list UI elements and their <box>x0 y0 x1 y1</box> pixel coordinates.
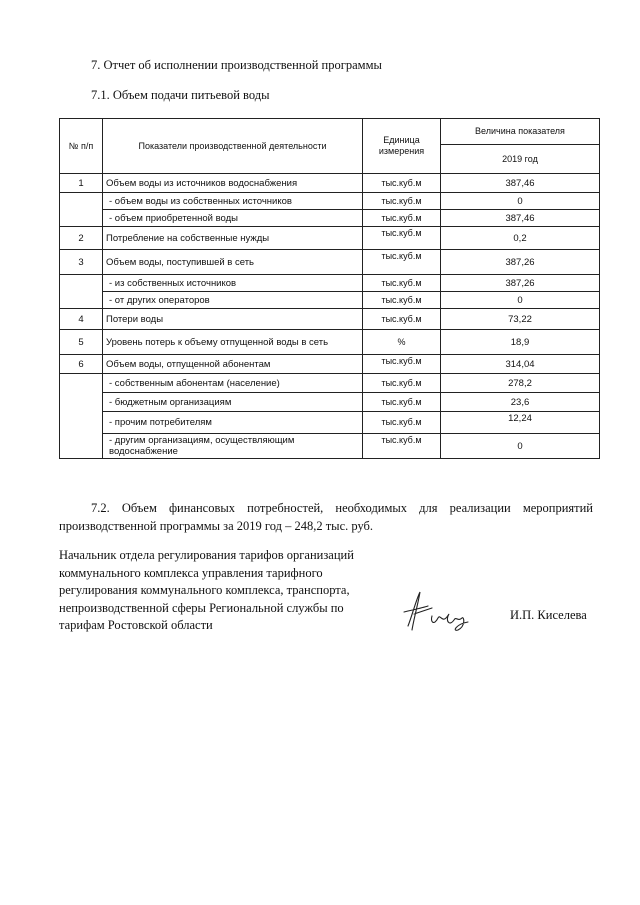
row-value: 0 <box>441 292 600 309</box>
financial-paragraph <box>59 499 593 535</box>
row-number <box>60 193 103 227</box>
row-number: 1 <box>60 174 103 193</box>
table-row <box>60 292 600 309</box>
financial-line-1: 7.2. Объем финансовых потребностей, необходимых для реализации мероприятий <box>91 501 593 515</box>
row-value: 73,22 <box>441 309 600 330</box>
row-unit: тыс.куб.м <box>363 275 441 292</box>
table-row <box>60 275 600 292</box>
table-row <box>60 309 600 330</box>
row-value: 314,04 <box>441 355 600 374</box>
row-number <box>60 374 103 459</box>
row-value: 0 <box>441 434 600 459</box>
row-value: 387,26 <box>441 250 600 275</box>
row-value: 0 <box>441 193 600 210</box>
row-number: 5 <box>60 330 103 355</box>
signatory-line: регулирования коммунального комплекса, транспорта, <box>59 583 350 597</box>
row-unit: тыс.куб.м <box>363 393 441 412</box>
row-unit: тыс.куб.м <box>363 193 441 210</box>
row-unit: тыс.куб.м <box>363 355 441 374</box>
row-unit: % <box>363 330 441 355</box>
row-number <box>60 275 103 309</box>
header-year: 2019 год <box>441 145 600 174</box>
row-value: 278,2 <box>441 374 600 393</box>
table-row <box>60 174 600 193</box>
header-indicator: Показатели производственной деятельности <box>103 119 363 174</box>
row-indicator: - от других операторов <box>103 292 363 309</box>
row-indicator: Объем воды, поступившей в сеть <box>103 250 363 275</box>
row-value: 23,6 <box>441 393 600 412</box>
header-unit: Единица измерения <box>363 119 441 174</box>
table-row <box>60 374 600 393</box>
row-value: 12,24 <box>441 412 600 434</box>
signatory-block <box>59 547 379 635</box>
row-unit: тыс.куб.м <box>363 412 441 434</box>
signatory-line: непроизводственной сферы Региональной службы по <box>59 600 344 615</box>
row-unit: тыс.куб.м <box>363 174 441 193</box>
table-row <box>60 250 600 275</box>
row-number: 6 <box>60 355 103 374</box>
header-value-group: Величина показателя <box>441 119 600 145</box>
row-indicator: - из собственных источников <box>103 275 363 292</box>
row-number: 2 <box>60 227 103 250</box>
row-indicator: - собственным абонентам (население) <box>103 374 363 393</box>
row-indicator: - прочим потребителям <box>103 412 363 434</box>
table-row <box>60 355 600 374</box>
row-unit: тыс.куб.м <box>363 210 441 227</box>
row-indicator: - другим организациям, осуществляющим водоснабжение <box>103 434 363 459</box>
table-row <box>60 434 600 459</box>
row-unit: тыс.куб.м <box>363 227 441 250</box>
table-row <box>60 227 600 250</box>
row-value: 387,46 <box>441 210 600 227</box>
row-value: 0,2 <box>441 227 600 250</box>
row-unit: тыс.куб.м <box>363 434 441 459</box>
row-indicator: Потребление на собственные нужды <box>103 227 363 250</box>
water-supply-table <box>59 118 600 459</box>
table-row <box>60 193 600 210</box>
row-indicator: Уровень потерь к объему отпущенной воды в сеть <box>103 330 363 355</box>
row-unit: тыс.куб.м <box>363 309 441 330</box>
table-row <box>60 330 600 355</box>
row-indicator: - объем воды из собственных источников <box>103 193 363 210</box>
signatory-line: Начальник отдела регулирования тарифов организаций <box>59 548 354 562</box>
row-indicator: Объем воды, отпущенной абонентам <box>103 355 363 374</box>
signatory-line: тарифам Ростовской области <box>59 618 213 632</box>
row-indicator: - бюджетным организациям <box>103 393 363 412</box>
section-heading: 7. Отчет об исполнении производственной программы <box>91 58 382 72</box>
header-num: № п/п <box>60 119 103 174</box>
subsection-heading: 7.1. Объем подачи питьевой воды <box>91 88 270 102</box>
row-value: 18,9 <box>441 330 600 355</box>
table-row <box>60 210 600 227</box>
row-number: 3 <box>60 250 103 275</box>
table-row <box>60 393 600 412</box>
row-indicator: Потери воды <box>103 309 363 330</box>
row-indicator: - объем приобретенной воды <box>103 210 363 227</box>
row-unit: тыс.куб.м <box>363 292 441 309</box>
row-unit: тыс.куб.м <box>363 374 441 393</box>
row-unit: тыс.куб.м <box>363 250 441 275</box>
financial-line-2: производственной программы за 2019 год – 248,2 тыс. руб. <box>59 519 374 533</box>
signatory-name: И.П. Киселева <box>510 608 587 622</box>
table-row <box>60 412 600 434</box>
row-indicator: Объем воды из источников водоснабжения <box>103 174 363 193</box>
row-number: 4 <box>60 309 103 330</box>
handwritten-signature <box>398 586 478 636</box>
signatory-line: коммунального комплекса управления тарифного <box>59 565 323 580</box>
row-value: 387,46 <box>441 174 600 193</box>
row-value: 387,26 <box>441 275 600 292</box>
